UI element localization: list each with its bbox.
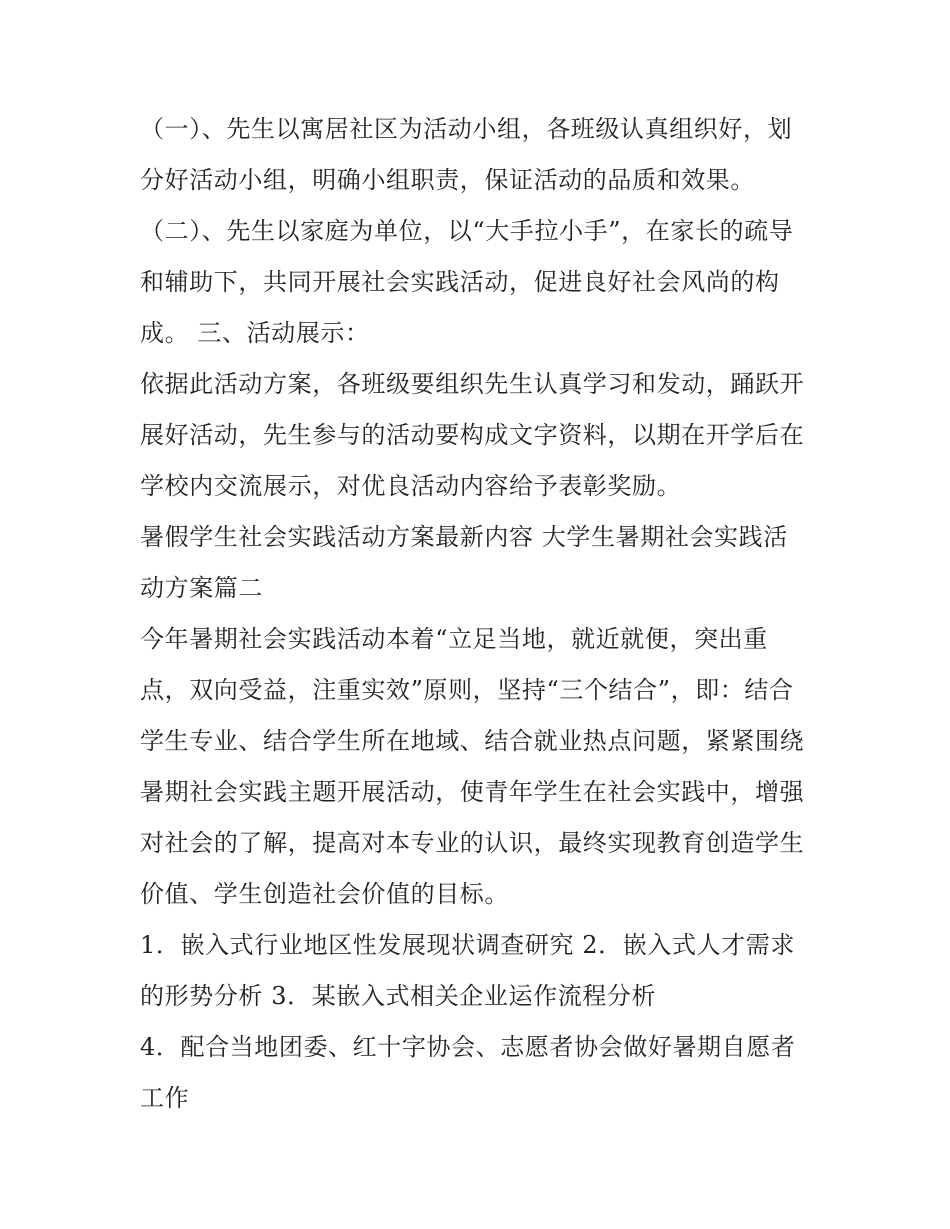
text-line: 和辅助下，共同开展社会实践活动，促进良好社会风尚的构: [140, 268, 780, 296]
text-line: 对社会的了解，提高对本专业的认识，最终实现教育创造学生: [140, 829, 805, 857]
text-line: 学校内交流展示，对优良活动内容给予表彰奖励。: [140, 472, 682, 500]
text-line: 点，双向受益，注重实效”原则，坚持“三个结合”，即：结合: [140, 676, 794, 704]
section-heading-line: 动方案篇二: [140, 574, 263, 602]
text-line: 展好活动，先生参与的活动要构成文字资料，以期在开学后在: [140, 421, 805, 449]
text-line: 学生专业、结合学生所在地域、结合就业热点问题，紧紧围绕: [140, 727, 805, 755]
text-line: 分好活动小组，明确小组职责，保证活动的品质和效果。: [140, 166, 755, 194]
text-line: 依据此活动方案，各班级要组织先生认真学习和发动，踊跃开: [140, 370, 805, 398]
list-item-line: 的形势分析 3．某嵌入式相关企业运作流程分析: [140, 982, 657, 1010]
text-line: 暑期社会实践主题开展活动，使青年学生在社会实践中，增强: [140, 778, 805, 806]
text-line: 价值、学生创造社会价值的目标。: [140, 880, 509, 908]
text-line: 今年暑期社会实践活动本着“立足当地，就近就便，突出重: [140, 625, 768, 653]
list-item-line: 4．配合当地团委、红十字协会、志愿者协会做好暑期自愿者: [140, 1033, 796, 1061]
text-line: （一）、先生以寓居社区为活动小组，各班级认真组织好，划: [140, 115, 793, 143]
document-body: [140, 104, 820, 1124]
section-heading-line: 暑假学生社会实践活动方案最新内容 大学生暑期社会实践活: [140, 523, 788, 551]
list-item-line: 1．嵌入式行业地区性发展现状调查研究 2．嵌入式人才需求: [140, 931, 795, 959]
text-line: （二）、先生以家庭为单位，以“大手拉小手”，在家长的疏导: [140, 217, 794, 245]
list-item-line: 工作: [140, 1084, 190, 1112]
text-line: 成。 三、活动展示：: [140, 319, 370, 347]
